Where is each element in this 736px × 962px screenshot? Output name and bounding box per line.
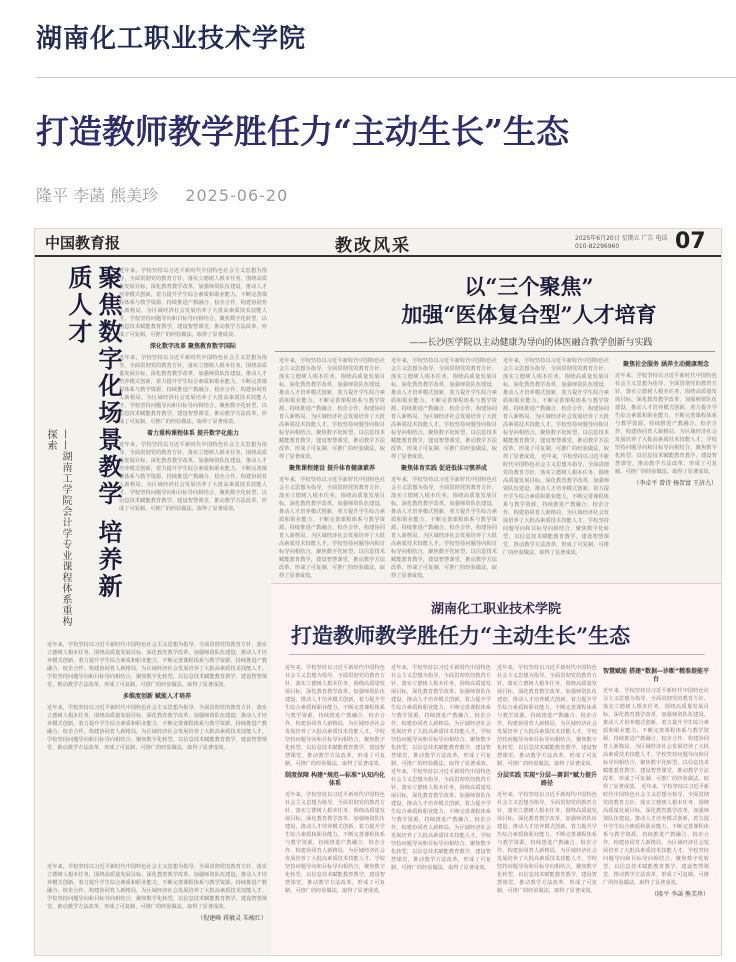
right-article-col-3 bbox=[503, 357, 609, 579]
body-text: 近年来，学校坚持以习近平新时代中国特色社会主义思想为指导，全面贯彻党的教育方针，落实立德树人根本任务，围绕高质量发展目标，深化教育教学改革，加强师资队伍建设，推动人才培养模式创新，着力提升学生综合素质和职业能力，不断完善课程体系与教学资源，持续推进产教融合、校企合作，构建协同育人新格局，为区域经济社会发展培养了大批高素质技术技能人才。学校坚持问题导向和目标导向相结合，聚焦数字化转型，以信息技术赋能教育教学，建设智慧课堂，推动教学方法改革，形成了可复制、可推广的经验做法，取得了显著成效。 bbox=[47, 864, 267, 910]
left-article-subtitle: ——湖南工学院会计学专业课程体系重构探索 bbox=[45, 429, 71, 627]
page-title: 打造教师教学胜任力“主动生长”生态 bbox=[36, 112, 569, 151]
right-article-col-4 bbox=[615, 357, 717, 579]
right-article-col-2 bbox=[391, 357, 497, 579]
body-text: 近年来，学校坚持以习近平新时代中国特色社会主义思想为指导，全面贯彻党的教育方针，落实立德树人根本任务，围绕高质量发展目标，深化教育教学改革，加强师资队伍建设，推动人才培养模式创新，着力提升学生综合素质和职业能力，不断完善课程体系与教学资源，持续推进产教融合、校企合作，构建协同育人新格局，为区域经济社会发展培养了大批高素质技术技能人才。学校坚持问题导向和目标导向相结合，聚焦数字化转型，以信息技术赋能教育教学，建设智慧课堂，推动教学方法改革，形成了可复制、可推广的经验做法，取得了显著成效。 bbox=[391, 477, 497, 579]
inset-article-title: 打造教师教学胜任力“主动生长”生态 bbox=[291, 623, 631, 648]
inset-col-1 bbox=[285, 664, 385, 954]
issue-info: 2025年6月20日 星期五 广告 电话 010-82296960 bbox=[575, 235, 668, 250]
body-text: 近年来，学校坚持以习近平新时代中国特色社会主义思想为指导，全面贯彻党的教育方针，落实立德树人根本任务，围绕高质量发展目标，深化教育教学改革，加强师资队伍建设，推动人才培养模式创新，着力提升学生综合素质和职业能力，不断完善课程体系与教学资源，持续推进产教融合、校企合作，构建协同育人新格局，为区域经济社会发展培养了大批高素质技术技能人才。学校坚持问题导向和目标导向相结合，聚焦数字化转型，以信息技术赋能教育教学，建设智慧课堂，推动教学方法改革，形成了可复制、可推广的经验做法，取得了显著成效。 bbox=[119, 268, 267, 338]
body-text: 近年来，学校坚持以习近平新时代中国特色社会主义思想为指导，全面贯彻党的教育方针，落实立德树人根本任务，围绕高质量发展目标，深化教育教学改革，加强师资队伍建设，推动人才培养模式创新，着力提升学生综合素质和职业能力，不断完善课程体系与教学资源，持续推进产教融合、校企合作，构建协同育人新格局，为区域经济社会发展培养了大批高素质技术技能人才。学校坚持问题导向和目标导向相结合，聚焦数字化转型，以信息技术赋能教育教学，建设智慧课堂，推动教学方法改革，形成了可复制、可推广的经验做法，取得了显著成效。 bbox=[503, 358, 609, 460]
body-text: 近年来，学校坚持以习近平新时代中国特色社会主义思想为指导，全面贯彻党的教育方针，落实立德树人根本任务，围绕高质量发展目标，深化教育教学改革，加强师资队伍建设，推动人才培养模式创新，着力提升学生综合素质和职业能力，不断完善课程体系与教学资源，持续推进产教融合、校企合作，构建协同育人新格局，为区域经济社会发展培养了大批高素质技术技能人才。学校坚持问题导向和目标导向相结合，聚焦数字化转型，以信息技术赋能教育教学，建设智慧课堂，推动教学方法改革，形成了可复制、可推广的经验做法，取得了显著成效。 bbox=[119, 355, 267, 425]
school-name: 湖南化工职业技术学院 bbox=[36, 24, 307, 54]
body-text: 近年来，学校坚持以习近平新时代中国特色社会主义思想为指导，全面贯彻党的教育方针，落实立德树人根本任务，围绕高质量发展目标，深化教育教学改革，加强师资队伍建设，推动人才培养模式创新，着力提升学生综合素质和职业能力，不断完善课程体系与教学资源，持续推进产教融合、校企合作，构建协同育人新格局，为区域经济社会发展培养了大批高素质技术技能人才。学校坚持问题导向和目标导向相结合，聚焦数字化转型，以信息技术赋能教育教学，建设智慧课堂，推动教学方法改革，形成了可复制、可推广的经验做法，取得了显著成效。 bbox=[603, 688, 709, 790]
body-text: 近年来，学校坚持以习近平新时代中国特色社会主义思想为指导，全面贯彻党的教育方针，落实立德树人根本任务，围绕高质量发展目标，深化教育教学改革，加强师资队伍建设，推动人才培养模式创新，着力提升学生综合素质和职业能力，不断完善课程体系与教学资源，持续推进产教融合、校企合作，构建协同育人新格局，为区域经济社会发展培养了大批高素质技术技能人才。学校坚持问题导向和目标导向相结合，聚焦数字化转型，以信息技术赋能教育教学，建设智慧课堂，推动教学方法改革，形成了可复制、可推广的经验做法，取得了显著成效。 bbox=[603, 784, 709, 886]
right-article-col-1 bbox=[279, 357, 385, 579]
inset-col-2 bbox=[391, 664, 491, 954]
authors: 隆平 李菡 熊美珍 bbox=[36, 186, 159, 205]
body-text: 近年来，学校坚持以习近平新时代中国特色社会主义思想为指导，全面贯彻党的教育方针，落实立德树人根本任务，围绕高质量发展目标，深化教育教学改革，加强师资队伍建设，推动人才培养模式创新，着力提升学生综合素质和职业能力，不断完善课程体系与教学资源，持续推进产教融合、校企合作，构建协同育人新格局，为区域经济社会发展培养了大批高素质技术技能人才。学校坚持问题导向和目标导向相结合，聚焦数字化转型，以信息技术赋能教育教学，建设智慧课堂，推动教学方法改革，形成了可复制、可推广的经验做法，取得了显著成效。 bbox=[119, 442, 267, 512]
byline: （倪建峰 蒋敏灵 朱峻红） bbox=[197, 915, 267, 922]
body-text: 近年来，学校坚持以习近平新时代中国特色社会主义思想为指导，全面贯彻党的教育方针，落实立德树人根本任务，围绕高质量发展目标，深化教育教学改革，加强师资队伍建设，推动人才培养模式创新，着力提升学生综合素质和职业能力，不断完善课程体系与教学资源，持续推进产教融合、校企合作，构建协同育人新格局，为区域经济社会发展培养了大批高素质技术技能人才。学校坚持问题导向和目标导向相结合，聚焦数字化转型，以信息技术赋能教育教学，建设智慧课堂，推动教学方法改革，形成了可复制、可推广的经验做法，取得了显著成效。 bbox=[279, 477, 385, 579]
subhead: 聚焦社会服务 涵养主动健康理念 bbox=[622, 361, 710, 368]
subhead: 智慧赋能 搭建“数据—诊断”精准提能平台 bbox=[603, 668, 709, 683]
body-text: 近年来，学校坚持以习近平新时代中国特色社会主义思想为指导，全面贯彻党的教育方针，落实立德树人根本任务，围绕高质量发展目标，深化教育教学改革，加强师资队伍建设，推动人才培养模式创新，着力提升学生综合素质和职业能力，不断完善课程体系与教学资源，持续推进产教融合、校企合作，构建协同育人新格局，为区域经济社会发展培养了大批高素质技术技能人才。学校坚持问题导向和目标导向相结合，聚焦数字化转型，以信息技术赋能教育教学，建设智慧课堂，推动教学方法改革，形成了可复制、可推广的经验做法，取得了显著成效。 bbox=[285, 792, 385, 894]
newspaper-name: 中国教育报 bbox=[45, 234, 121, 252]
inset-col-3 bbox=[497, 664, 597, 954]
subhead: 聚焦体育实践 促进低体习惯养成 bbox=[400, 465, 488, 472]
subhead: 制度保障 构建“规范—标准”认知内化体系 bbox=[285, 772, 385, 787]
subhead: 多维度创新 赋能人才培养 bbox=[122, 693, 192, 700]
subhead: 深化数字改革 聚焦教育数字国际 bbox=[149, 343, 237, 350]
right-article-title bbox=[369, 273, 689, 329]
publish-date: 2025-06-20 bbox=[185, 186, 289, 205]
subhead: 分层实践 实现“分层—赛训”赋力提升路径 bbox=[497, 772, 597, 787]
title-line: 以“三个聚焦” bbox=[464, 274, 594, 299]
newspaper-page-image bbox=[34, 228, 722, 956]
body-text: 近年来，学校坚持以习近平新时代中国特色社会主义思想为指导，全面贯彻党的教育方针，落实立德树人根本任务，围绕高质量发展目标，深化教育教学改革，加强师资队伍建设，推动人才培养模式创新，着力提升学生综合素质和职业能力，不断完善课程体系与教学资源，持续推进产教融合、校企合作，构建协同育人新格局，为区域经济社会发展培养了大批高素质技术技能人才。学校坚持问题导向和目标导向相结合，聚焦数字化转型，以信息技术赋能教育教学，建设智慧课堂，推动教学方法改革，形成了可复制、可推广的经验做法，取得了显著成效。 bbox=[391, 769, 491, 871]
inset-article bbox=[271, 583, 722, 956]
body-text: 近年来，学校坚持以习近平新时代中国特色社会主义思想为指导，全面贯彻党的教育方针，落实立德树人根本任务，围绕高质量发展目标，深化教育教学改革，加强师资队伍建设，推动人才培养模式创新，着力提升学生综合素质和职业能力，不断完善课程体系与教学资源，持续推进产教融合、校企合作，构建协同育人新格局，为区域经济社会发展培养了大批高素质技术技能人才。学校坚持问题导向和目标导向相结合，聚焦数字化转型，以信息技术赋能教育教学，建设智慧课堂，推动教学方法改革，形成了可复制、可推广的经验做法，取得了显著成效。 bbox=[503, 454, 609, 556]
subhead: 着力重构课程体系 提升数字化能力 bbox=[146, 430, 240, 437]
left-article-body-2 bbox=[47, 641, 267, 861]
body-text: 近年来，学校坚持以习近平新时代中国特色社会主义思想为指导，全面贯彻党的教育方针，落实立德树人根本任务，围绕高质量发展目标，深化教育教学改革，加强师资队伍建设，推动人才培养模式创新，着力提升学生综合素质和职业能力，不断完善课程体系与教学资源，持续推进产教融合、校企合作，构建协同育人新格局，为区域经济社会发展培养了大批高素质技术技能人才。学校坚持问题导向和目标导向相结合，聚焦数字化转型，以信息技术赋能教育教学，建设智慧课堂，推动教学方法改革，形成了可复制、可推广的经验做法，取得了显著成效。 bbox=[391, 665, 491, 767]
title-line: 加强“医体复合型”人才培育 bbox=[401, 302, 657, 327]
body-text: 近年来，学校坚持以习近平新时代中国特色社会主义思想为指导，全面贯彻党的教育方针，落实立德树人根本任务，围绕高质量发展目标，深化教育教学改革，加强师资队伍建设，推动人才培养模式创新，着力提升学生综合素质和职业能力，不断完善课程体系与教学资源，持续推进产教融合、校企合作，构建协同育人新格局，为区域经济社会发展培养了大批高素质技术技能人才。学校坚持问题导向和目标导向相结合，聚焦数字化转型，以信息技术赋能教育教学，建设智慧课堂，推动教学方法改革，形成了可复制、可推广的经验做法，取得了显著成效。 bbox=[279, 358, 385, 460]
inset-col-4 bbox=[603, 664, 709, 954]
body-text: 近年来，学校坚持以习近平新时代中国特色社会主义思想为指导，全面贯彻党的教育方针，落实立德树人根本任务，围绕高质量发展目标，深化教育教学改革，加强师资队伍建设，推动人才培养模式创新，着力提升学生综合素质和职业能力，不断完善课程体系与教学资源，持续推进产教融合、校企合作，构建协同育人新格局，为区域经济社会发展培养了大批高素质技术技能人才。学校坚持问题导向和目标导向相结合，聚焦数字化转型，以信息技术赋能教育教学，建设智慧课堂，推动教学方法改革，形成了可复制、可推广的经验做法，取得了显著成效。 bbox=[497, 665, 597, 767]
divider bbox=[36, 77, 736, 78]
body-text: 近年来，学校坚持以习近平新时代中国特色社会主义思想为指导，全面贯彻党的教育方针，落实立德树人根本任务，围绕高质量发展目标，深化教育教学改革，加强师资队伍建设，推动人才培养模式创新，着力提升学生综合素质和职业能力，不断完善课程体系与教学资源，持续推进产教融合、校企合作，构建协同育人新格局，为区域经济社会发展培养了大批高素质技术技能人才。学校坚持问题导向和目标导向相结合，聚焦数字化转型，以信息技术赋能教育教学，建设智慧课堂，推动教学方法改革，形成了可复制、可推广的经验做法，取得了显著成效。 bbox=[285, 665, 385, 767]
byline: （隆平 李菡 熊美珍） bbox=[651, 891, 709, 898]
article-header bbox=[0, 0, 736, 206]
body-text: 近年来，学校坚持以习近平新时代中国特色社会主义思想为指导，全面贯彻党的教育方针，落实立德树人根本任务，围绕高质量发展目标，深化教育教学改革，加强师资队伍建设，推动人才培养模式创新，着力提升学生综合素质和职业能力，不断完善课程体系与教学资源，持续推进产教融合、校企合作，构建协同育人新格局，为区域经济社会发展培养了大批高素质技术技能人才。学校坚持问题导向和目标导向相结合，聚焦数字化转型，以信息技术赋能教育教学，建设智慧课堂，推动教学方法改革，形成了可复制、可推广的经验做法，取得了显著成效。 bbox=[47, 642, 267, 688]
right-article-subtitle: ——长沙医学院以主动健康为导向的体医融合教学创新与实践 bbox=[409, 338, 653, 348]
divider bbox=[275, 351, 715, 352]
left-article-body-3 bbox=[47, 863, 267, 953]
body-text: 近年来，学校坚持以习近平新时代中国特色社会主义思想为指导，全面贯彻党的教育方针，落实立德树人根本任务，围绕高质量发展目标，深化教育教学改革，加强师资队伍建设，推动人才培养模式创新，着力提升学生综合素质和职业能力，不断完善课程体系与教学资源，持续推进产教融合、校企合作，构建协同育人新格局，为区域经济社会发展培养了大批高素质技术技能人才。学校坚持问题导向和目标导向相结合，聚焦数字化转型，以信息技术赋能教育教学，建设智慧课堂，推动教学方法改革，形成了可复制、可推广的经验做法，取得了显著成效。 bbox=[391, 358, 497, 460]
body-text: 近年来，学校坚持以习近平新时代中国特色社会主义思想为指导，全面贯彻党的教育方针，落实立德树人根本任务，围绕高质量发展目标，深化教育教学改革，加强师资队伍建设，推动人才培养模式创新，着力提升学生综合素质和职业能力，不断完善课程体系与教学资源，持续推进产教融合、校企合作，构建协同育人新格局，为区域经济社会发展培养了大批高素质技术技能人才。学校坚持问题导向和目标导向相结合，聚焦数字化转型，以信息技术赋能教育教学，建设智慧课堂，推动教学方法改革，形成了可复制、可推广的经验做法，取得了显著成效。 bbox=[615, 373, 717, 475]
byline: （李卓平 曾诗 杨贺富 王济九） bbox=[633, 480, 717, 487]
byline bbox=[36, 183, 736, 206]
newspaper-masthead bbox=[35, 229, 722, 257]
page-number: 07 bbox=[675, 229, 706, 254]
section-name: 教改风采 bbox=[335, 236, 411, 256]
subhead: 聚焦课程建设 提升体育健康素养 bbox=[288, 465, 376, 472]
body-text: 近年来，学校坚持以习近平新时代中国特色社会主义思想为指导，全面贯彻党的教育方针，落实立德树人根本任务，围绕高质量发展目标，深化教育教学改革，加强师资队伍建设，推动人才培养模式创新，着力提升学生综合素质和职业能力，不断完善课程体系与教学资源，持续推进产教融合、校企合作，构建协同育人新格局，为区域经济社会发展培养了大批高素质技术技能人才。学校坚持问题导向和目标导向相结合，聚焦数字化转型，以信息技术赋能教育教学，建设智慧课堂，推动教学方法改革，形成了可复制、可推广的经验做法，取得了显著成效。 bbox=[47, 705, 267, 751]
left-article-title: 聚焦数字化场景教学 培养新质人才 bbox=[64, 265, 123, 601]
divider bbox=[289, 654, 705, 655]
inset-school-name: 湖南化工职业技术学院 bbox=[431, 602, 562, 617]
body-text: 近年来，学校坚持以习近平新时代中国特色社会主义思想为指导，全面贯彻党的教育方针，落实立德树人根本任务，围绕高质量发展目标，深化教育教学改革，加强师资队伍建设，推动人才培养模式创新，着力提升学生综合素质和职业能力，不断完善课程体系与教学资源，持续推进产教融合、校企合作，构建协同育人新格局，为区域经济社会发展培养了大批高素质技术技能人才。学校坚持问题导向和目标导向相结合，聚焦数字化转型，以信息技术赋能教育教学，建设智慧课堂，推动教学方法改革，形成了可复制、可推广的经验做法，取得了显著成效。 bbox=[497, 792, 597, 894]
